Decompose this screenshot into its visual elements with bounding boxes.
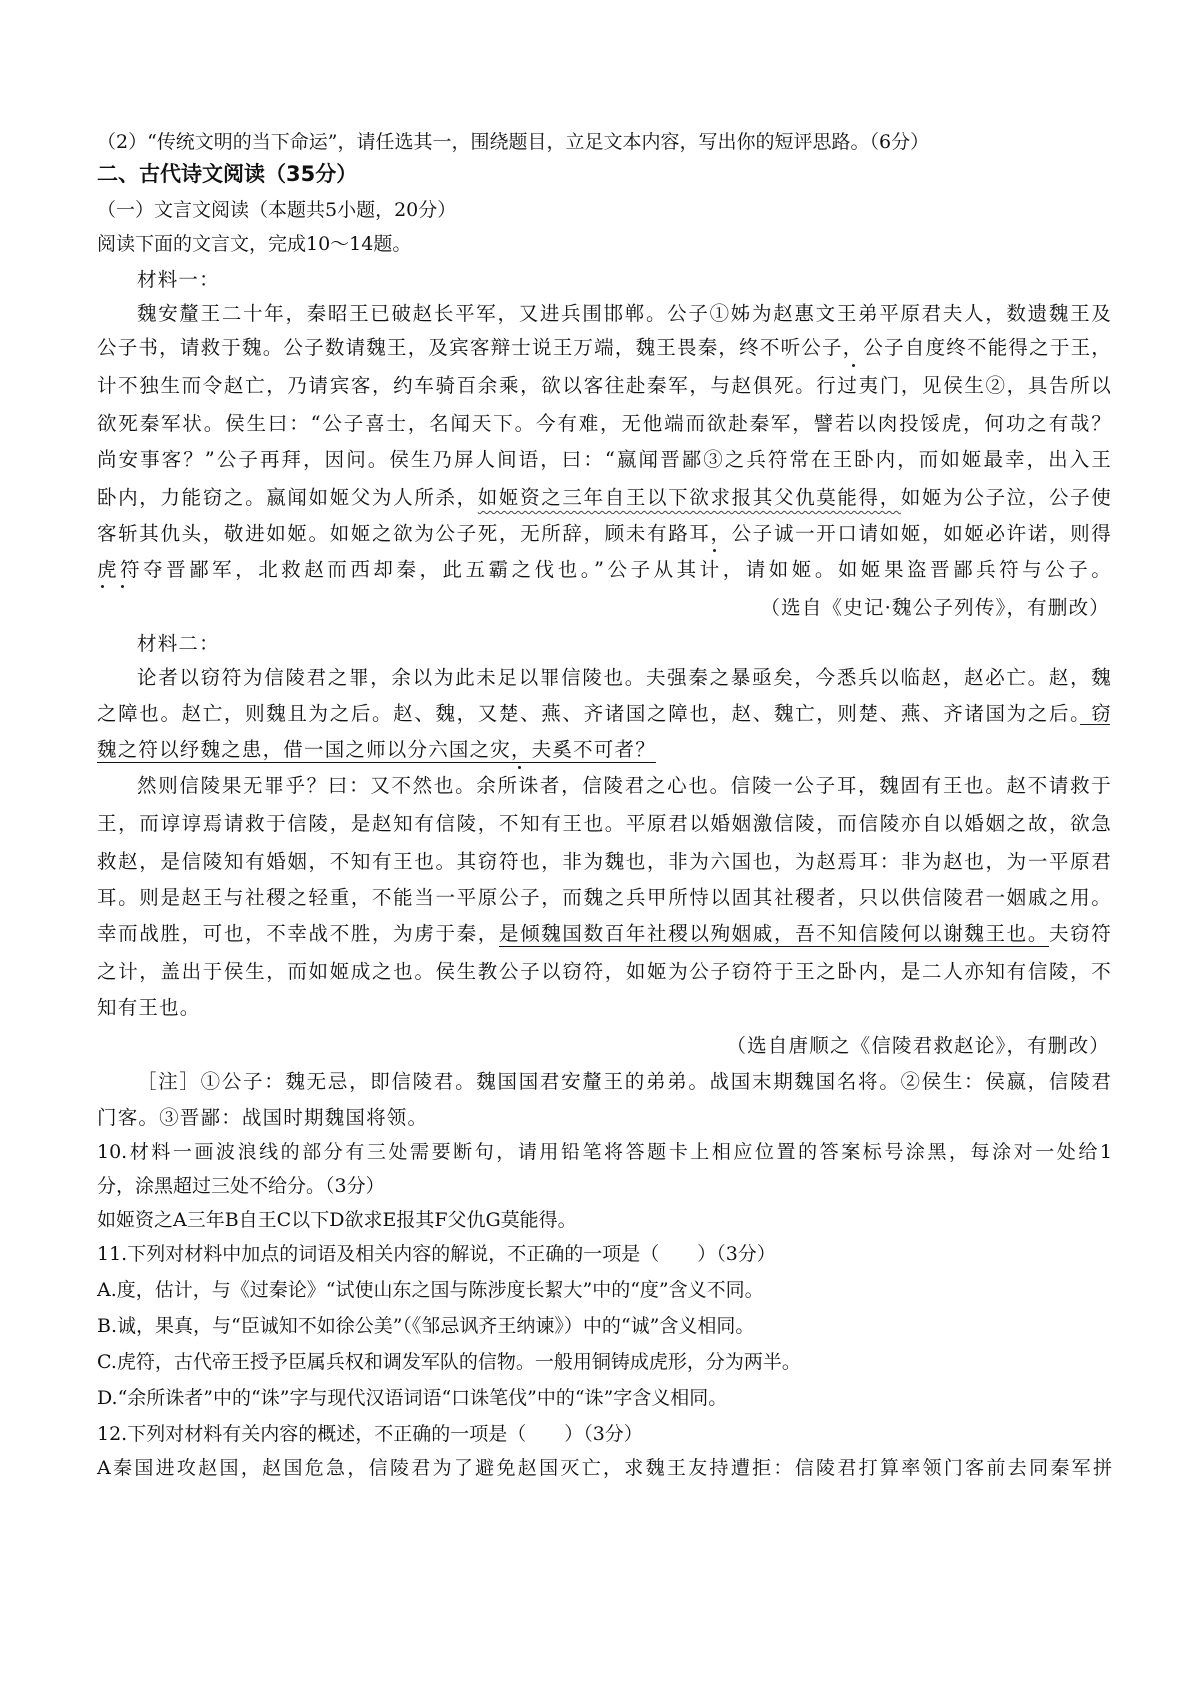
subsection-title: （一）文言文阅读（本题共5小题，20分） [97,199,457,221]
material-2-line: 论者以窃符为信陵君之罪，余以为此未足以罪信陵也。夫强秦之暴亟矣，今悉兵以临赵，赵必亡。赵，魏 [137,666,1112,689]
section-title: 二、古代诗文阅读（35分） [97,162,358,186]
question-10: 10.材料一画波浪线的部分有三处需要断句，请用铅笔将答题卡上相应位置的答案标号涂黑，每涂对一处给1 [97,1141,1112,1163]
material-2-line: 然则信陵果无罪乎？曰：又不然也。余所诛者，信陵君之心也。信陵一公子耳，魏固有王也。赵不请救于 [137,774,1112,797]
annotation-note: 门客。③晋鄙：战国时期魏国将领。 [97,1106,429,1129]
material-2-text: 夫窃符 [1048,922,1112,945]
emphasis-dot [713,549,716,552]
material-2-line: 知有王也。 [97,996,201,1019]
emphasis-dot [518,766,521,769]
material-1-line: 尚安事客？”公子再拜，因问。侯生乃屏人间语，曰：“嬴闻晋鄙③之兵符常在王卧内，而如姬最幸，出入王 [97,448,1112,471]
material-1-line: 客斩其仇头，敬进如姬。如姬之欲为公子死，无所辞，顾未有路耳，公子诚一开口请如姬，如姬必许诺，则得 [97,522,1112,545]
emphasis-dot [121,585,124,588]
material-1-text: 如姬为公子泣，公子使 [900,486,1112,509]
emphasis-dot [101,585,104,588]
question-9-2: （2）“传统文明的当下命运”，请任选其一，围绕题目，立足文本内容，写出你的短评思路。（6分） [97,131,930,153]
material-1-line: 计不独生而令赵亡，乃请宾客，约车骑百余乘，欲以客往赴秦军，与赵俱死。行过夷门，见侯生②，具告所以 [97,374,1112,397]
material-2-line: 之计，盖出于侯生，而如姬成之也。侯生教公子以窃符，如姬为公子窃符于王之卧内，是二人亦知有信陵，不 [97,960,1112,983]
underline-mark [1080,724,1110,725]
material-1-source: （选自《史记·魏公子列传》，有删改） [760,596,1110,619]
material-2-text: 幸而战胜，可也，不幸战不胜，为虏于秦， [97,922,499,945]
question-12-stem: 12.下列对材料有关内容的概述，不正确的一项是（ ）（3分） [97,1423,643,1445]
material-1-line: 公子书，请救于魏。公子数请魏王，及宾客辩士说王万端，魏王畏秦，终不听公子，公子自度终不能得之于王， [97,336,1112,359]
emphasis-dot [852,364,855,367]
question-11-option-d: D.“余所诛者”中的“诛”字与现代汉语词语“口诛笔伐”中的“诛”字含义相同。 [97,1387,728,1409]
question-11-stem: 11.下列对材料中加点的词语及相关内容的解说，不正确的一项是（ ）（3分） [97,1243,776,1265]
material-1-line: 虎符夺晋鄙军，北救赵而西却秦，此五霸之伐也。”公子从其计，请如姬。如姬果盗晋鄙兵符与公子。 [97,558,1112,581]
material-2-line [97,736,656,764]
material-1-text: 卧内，力能窃之。嬴闻如姬父为人所杀， [97,486,478,509]
reading-instruction: 阅读下面的文言文，完成10～14题。 [97,233,412,255]
material-2-line [97,920,1112,948]
material-2-line: 之障也。赵亡，则魏且为之后。赵、魏，又楚、燕、齐诸国之障也，赵、魏亡，则楚、燕、齐诸国为之后。窃 [97,702,1112,725]
material-2-line: 救赵，是信陵知有婚姻，不知有王也。其窃符也，非为魏也，非为六国也，为赵焉耳：非为赵也，为一平原君 [97,850,1112,873]
question-11-option-b: B.诚，果真，与“臣诚知不如徐公美”（《邹忌讽齐王纳谏》）中的“诚”含义相同。 [97,1315,755,1337]
question-10: 分，涂黑超过三处不给分。（3分） [97,1175,385,1197]
question-10-options: 如姬资之A三年B自王C以下D欲求E报其F父仇G莫能得。 [97,1209,577,1231]
material-2-label: 材料二： [137,632,220,655]
material-2-source: （选自唐顺之《信陵君救赵论》，有删改） [726,1034,1110,1057]
material-1-line [97,484,1112,512]
question-11-option-c: C.虎符，古代帝王授予臣属兵权和调发军队的信物。一般用铜铸成虎形，分为两半。 [97,1351,801,1373]
material-2-line: 王，而谆谆焉请救于信陵，是赵知有信陵，不知有王也。平原君以婚姻激信陵，而信陵亦自以婚姻之故，欲急 [97,812,1112,835]
material-2-line: 耳。则是赵王与社稷之轻重，不能当一平原公子，而魏之兵甲所恃以固其社稷者，只以供信陵君一姻戚之用。 [97,886,1112,909]
material-1-label: 材料一： [137,268,220,291]
material-1-line: 魏安釐王二十年，秦昭王已破赵长平军，又进兵围邯郸。公子①姊为赵惠文王弟平原君夫人，数遗魏王及 [137,302,1112,325]
wavy-underlined-passage: 如姬资之三年自王以下欲求报其父仇莫能得， [477,486,901,509]
question-11-option-a: A.度，估计，与《过秦论》“试使山东之国与陈涉度长絜大”中的“度”含义不同。 [97,1279,764,1301]
question-12-option-a: A秦国进攻赵国，赵国危急，信陵君为了避免赵国灭亡，求魏王友持遭拒：信陵君打算率领门客前去同秦军拼 [97,1457,1112,1479]
underlined-passage: 魏之符以纾魏之患，借一国之师以分六国之灾，夫奚不可者？ [97,738,656,761]
underlined-passage: 是倾魏国数百年社稷以殉姻戚，吾不知信陵何以谢魏王也。 [498,922,1049,945]
material-1-line: 欲死秦军状。侯生曰：“公子喜士，名闻天下。今有难，无他端而欲赴秦军，譬若以肉投馁虎，何功之有哉？ [97,412,1112,435]
annotation-note: ［注］①公子：魏无忌，即信陵君。魏国国君安釐王的弟弟。战国末期魏国名将。②侯生：侯嬴，信陵君 [137,1070,1112,1093]
